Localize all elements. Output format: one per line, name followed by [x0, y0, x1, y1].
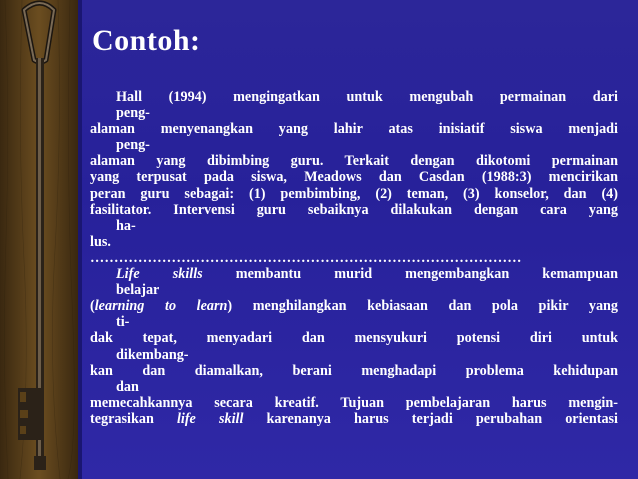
text-line	[90, 267, 618, 283]
text-line: alaman menyenangkan yang lahir atas inisiatif siswa menjadi	[90, 121, 618, 138]
text-line: memecahkannya secara kreatif. Tujuan pembelajaran harus mengin-	[90, 394, 618, 411]
text-line: peng-	[116, 105, 150, 122]
life-skills-term: Life skills	[116, 266, 203, 283]
paren-open: (	[90, 298, 95, 315]
key-image-sidebar	[0, 0, 78, 479]
text-fragment: karenanya harus terjadi perubahan orientasi	[266, 410, 618, 427]
text-line: lus.	[90, 233, 111, 250]
text-line: dak tepat, menyadari dan mensyukuri potensi diri untuk	[90, 330, 618, 347]
dotted-separator: ………………………………………………………………………………	[90, 249, 522, 266]
slide-divider	[78, 0, 82, 479]
text-line: ti-	[116, 314, 130, 331]
old-key-icon	[0, 0, 78, 479]
text-line: dikembang-	[116, 346, 189, 363]
text-line	[90, 412, 618, 428]
text-fragment: tegrasikan	[90, 410, 154, 427]
slide-title: Contoh:	[92, 24, 201, 57]
text-line: peng-	[116, 137, 150, 154]
text-line: fasilitator. Intervensi guru sebaiknya dilakukan dengan cara yang	[90, 201, 618, 218]
learning-to-learn-term: learning to learn	[94, 298, 228, 315]
life-skill-term: life skill	[176, 410, 244, 427]
text-fragment: menghilangkan kebiasaan dan pola pikir yang	[252, 298, 619, 315]
text-line: belajar	[116, 282, 160, 299]
text-line	[90, 299, 618, 315]
slide-body-text	[90, 90, 618, 428]
text-line: peran guru sebagai: (1) pembimbing, (2) teman, (3) konselor, dan (4)	[90, 185, 618, 202]
text-line: kan dan diamalkan, berani menghadapi problema kehidupan	[90, 362, 618, 379]
text-line: dan	[116, 378, 139, 395]
text-line: ha-	[116, 217, 136, 234]
text-fragment: membantu murid mengembangkan kemampuan	[235, 266, 618, 283]
text-line: yang terpusat pada siswa, Meadows dan Casdan (1988:3) mencirikan	[90, 169, 618, 186]
text-line: Hall (1994) mengingatkan untuk mengubah permainan dari	[116, 89, 618, 105]
text-line: alaman yang dibimbing guru. Terkait dengan dikotomi permainan	[90, 153, 618, 170]
paren-close: )	[227, 298, 233, 315]
